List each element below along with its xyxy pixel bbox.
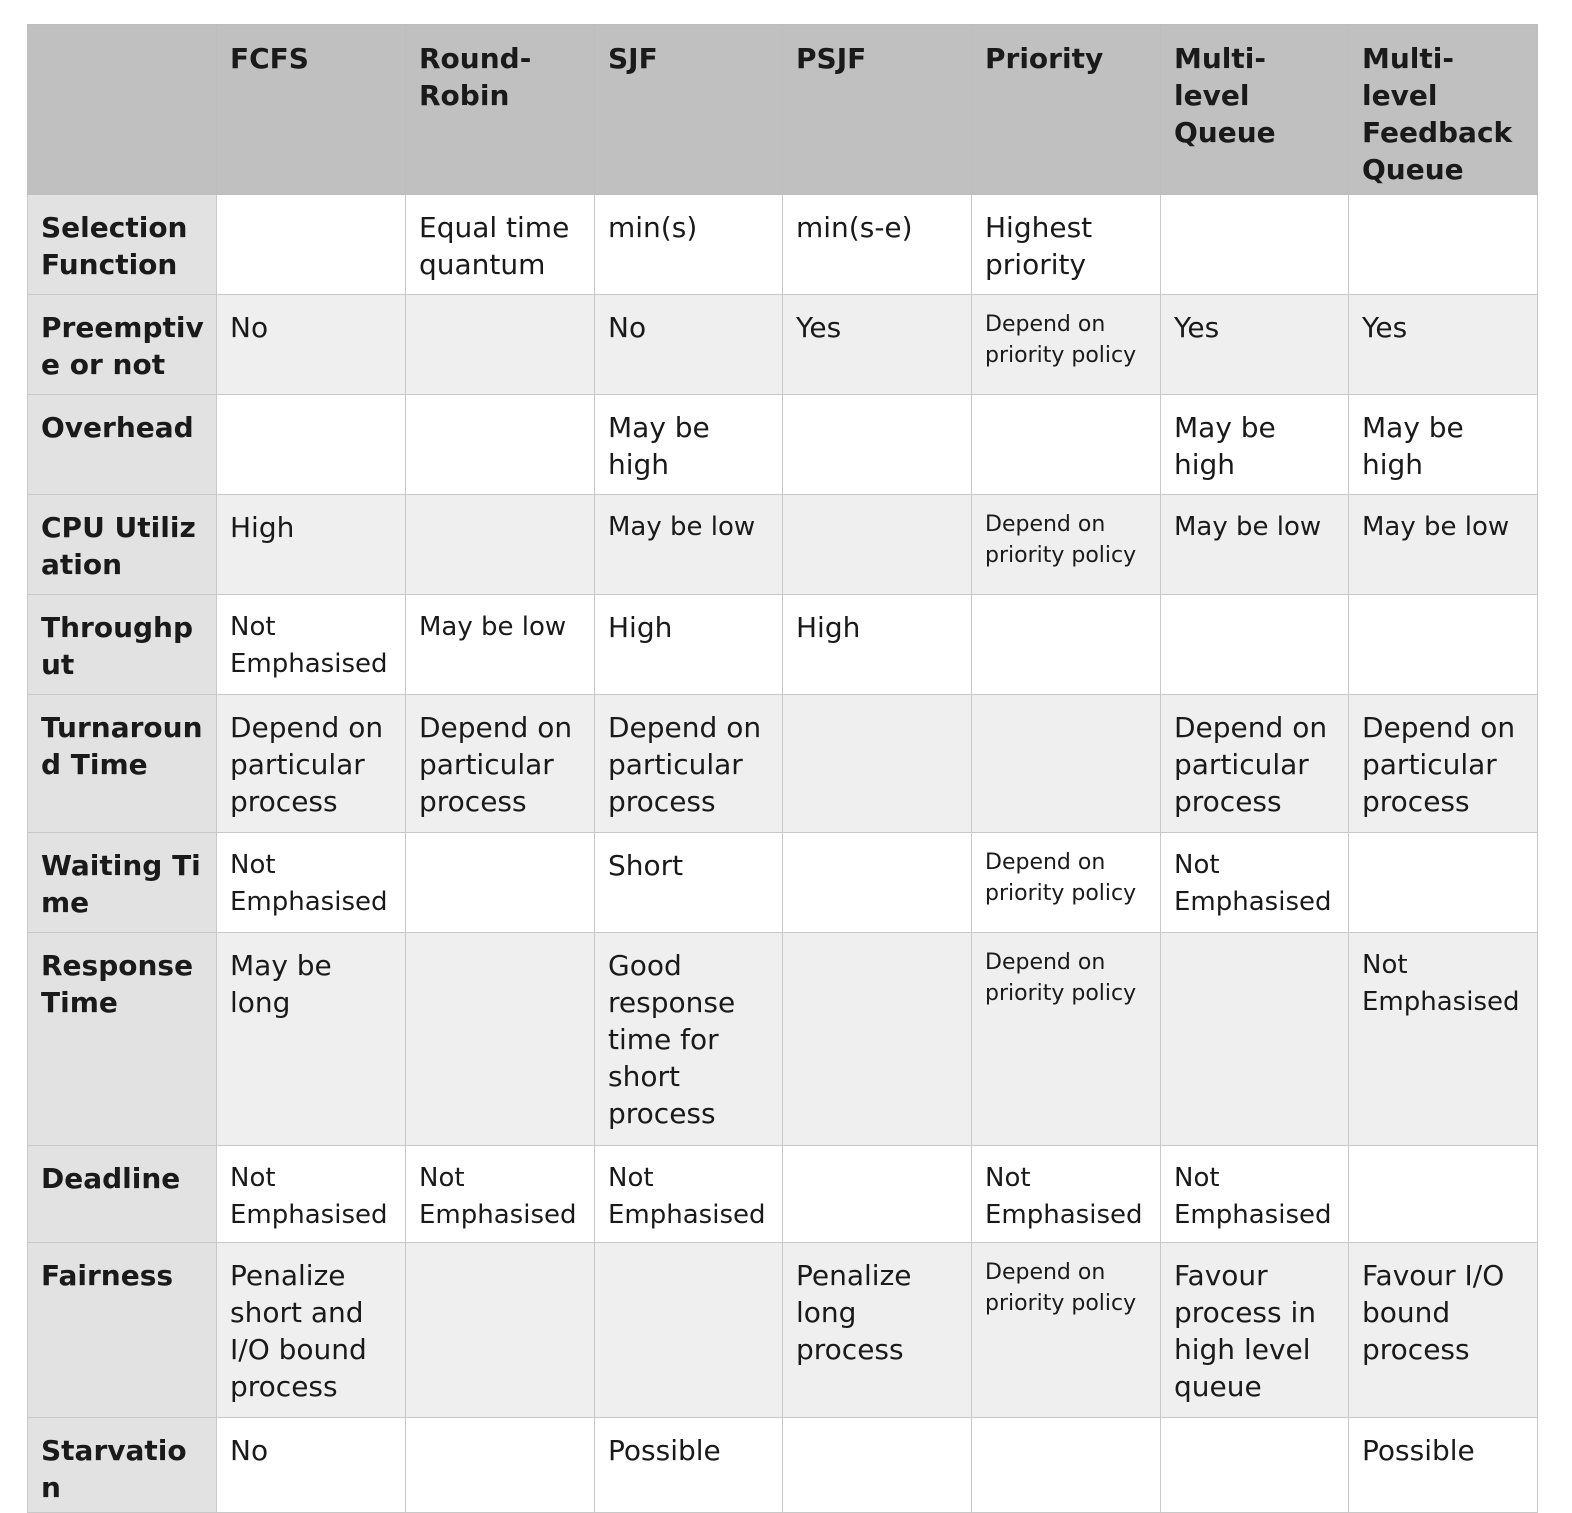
table-cell xyxy=(1161,195,1349,295)
table-row xyxy=(28,1418,1538,1513)
table-cell xyxy=(972,395,1161,495)
table-cell: min(s-e) xyxy=(783,195,972,295)
table-row xyxy=(28,933,1538,1146)
table-cell: Depend on priority policy xyxy=(972,833,1161,933)
row-header: Fairness xyxy=(28,1243,217,1418)
table-cell xyxy=(783,833,972,933)
table-cell xyxy=(783,395,972,495)
row-header: Waiting Time xyxy=(28,833,217,933)
row-header: Turnaround Time xyxy=(28,695,217,833)
table-cell xyxy=(1349,195,1538,295)
table-row xyxy=(28,1146,1538,1243)
table-cell: May be low xyxy=(1349,495,1538,595)
table-cell xyxy=(783,1146,972,1243)
table-cell: Yes xyxy=(1349,295,1538,395)
table-cell: Depend on particular process xyxy=(1349,695,1538,833)
row-header: Overhead xyxy=(28,395,217,495)
row-header: Response Time xyxy=(28,933,217,1146)
row-header: Throughput xyxy=(28,595,217,695)
corner-header xyxy=(28,25,217,195)
table-cell: Highest priority xyxy=(972,195,1161,295)
table-cell: Not Emphasised xyxy=(595,1146,783,1243)
column-header-round-robin: Round-Robin xyxy=(406,25,595,195)
table-cell: Penalize short and I/O bound process xyxy=(217,1243,406,1418)
table-cell: May be low xyxy=(595,495,783,595)
table-cell: Depend on particular process xyxy=(595,695,783,833)
table-cell: Favour I/O bound process xyxy=(1349,1243,1538,1418)
table-cell: No xyxy=(217,1418,406,1513)
table-cell: No xyxy=(217,295,406,395)
row-header: Deadline xyxy=(28,1146,217,1243)
table-row xyxy=(28,295,1538,395)
table-cell: May be high xyxy=(1349,395,1538,495)
table-cell: May be low xyxy=(1161,495,1349,595)
table-cell: May be high xyxy=(595,395,783,495)
table-cell xyxy=(1349,1146,1538,1243)
table-cell xyxy=(783,933,972,1146)
table-cell: Possible xyxy=(595,1418,783,1513)
table-cell: High xyxy=(783,595,972,695)
table-cell: High xyxy=(595,595,783,695)
column-header-multi-level-queue: Multi-level Queue xyxy=(1161,25,1349,195)
table-cell: Not Emphasised xyxy=(217,1146,406,1243)
table-row xyxy=(28,495,1538,595)
table-cell xyxy=(1161,933,1349,1146)
table-cell xyxy=(783,495,972,595)
table-cell: Depend on particular process xyxy=(1161,695,1349,833)
table-cell: Depend on priority policy xyxy=(972,933,1161,1146)
table-cell: Depend on particular process xyxy=(217,695,406,833)
table-cell: Depend on particular process xyxy=(406,695,595,833)
column-header-priority: Priority xyxy=(972,25,1161,195)
table-cell xyxy=(972,595,1161,695)
table-cell xyxy=(1161,595,1349,695)
table-row xyxy=(28,195,1538,295)
table-cell: Depend on priority policy xyxy=(972,495,1161,595)
table-row xyxy=(28,695,1538,833)
table-cell xyxy=(406,1418,595,1513)
table-cell xyxy=(1349,595,1538,695)
row-header: CPU Utilization xyxy=(28,495,217,595)
row-header: Preemptive or not xyxy=(28,295,217,395)
table-cell xyxy=(406,395,595,495)
table-cell: Possible xyxy=(1349,1418,1538,1513)
table-row xyxy=(28,1243,1538,1418)
header-row xyxy=(28,25,1538,195)
table-cell: Equal time quantum xyxy=(406,195,595,295)
column-header-sjf: SJF xyxy=(595,25,783,195)
table-cell: Not Emphasised xyxy=(1349,933,1538,1146)
table-cell: Depend on priority policy xyxy=(972,295,1161,395)
table-cell xyxy=(406,933,595,1146)
table-cell xyxy=(972,695,1161,833)
table-cell xyxy=(783,695,972,833)
table-cell: May be high xyxy=(1161,395,1349,495)
table-cell xyxy=(1161,1418,1349,1513)
row-header: Selection Function xyxy=(28,195,217,295)
table-row xyxy=(28,833,1538,933)
table-cell xyxy=(217,195,406,295)
table-cell: Yes xyxy=(1161,295,1349,395)
table-cell: Penalize long process xyxy=(783,1243,972,1418)
table-cell xyxy=(783,1418,972,1513)
table-cell: Short xyxy=(595,833,783,933)
table-cell: Not Emphasised xyxy=(406,1146,595,1243)
table-cell xyxy=(217,395,406,495)
scheduling-comparison-table xyxy=(27,24,1538,1513)
row-header: Starvation xyxy=(28,1418,217,1513)
table-cell: May be low xyxy=(406,595,595,695)
table-cell: Depend on priority policy xyxy=(972,1243,1161,1418)
table-cell: Not Emphasised xyxy=(217,833,406,933)
table-cell xyxy=(595,1243,783,1418)
table-cell: Favour process in high level queue xyxy=(1161,1243,1349,1418)
table-cell: Not Emphasised xyxy=(1161,1146,1349,1243)
table-cell: Not Emphasised xyxy=(1161,833,1349,933)
table-cell: Not Emphasised xyxy=(972,1146,1161,1243)
column-header-multi-level-feedback-queue: Multi-level Feedback Queue xyxy=(1349,25,1538,195)
table-cell: Yes xyxy=(783,295,972,395)
table-cell xyxy=(406,1243,595,1418)
table-row xyxy=(28,395,1538,495)
table-cell xyxy=(972,1418,1161,1513)
table-cell xyxy=(406,295,595,395)
table-row xyxy=(28,595,1538,695)
table-cell xyxy=(406,495,595,595)
column-header-fcfs: FCFS xyxy=(217,25,406,195)
table-cell xyxy=(406,833,595,933)
table-cell xyxy=(1349,833,1538,933)
table-cell: High xyxy=(217,495,406,595)
table-cell: No xyxy=(595,295,783,395)
table-cell: Not Emphasised xyxy=(217,595,406,695)
table-cell: May be long xyxy=(217,933,406,1146)
column-header-psjf: PSJF xyxy=(783,25,972,195)
table-cell: Good response time for short process xyxy=(595,933,783,1146)
table-cell: min(s) xyxy=(595,195,783,295)
